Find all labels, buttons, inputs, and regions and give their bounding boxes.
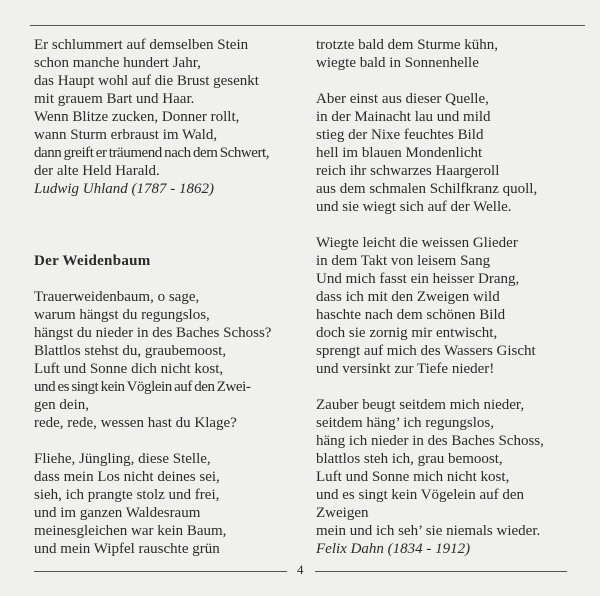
verse-line: häng ich nieder in des Baches Schoss, <box>316 433 544 449</box>
verse-line: Aber einst aus dieser Quelle, <box>316 91 489 107</box>
verse-line: aus dem schmalen Schilfkranz quoll, <box>316 181 538 197</box>
poem-title: Der Weidenbaum <box>34 253 151 269</box>
verse-line: und im ganzen Waldesraum <box>34 505 201 521</box>
verse-line: schon manche hundert Jahr, <box>34 55 201 71</box>
footer-rule-left <box>34 571 287 572</box>
verse-line: wann Sturm erbraust im Wald, <box>34 127 218 143</box>
verse-line: Und mich fasst ein heisser Drang, <box>316 271 520 287</box>
verse-line: haschte nach dem schönen Bild <box>316 307 506 323</box>
verse-line: in der Mainacht lau und mild <box>316 109 491 125</box>
stanza-gap <box>34 432 296 450</box>
verse-line: mit grauem Bart und Haar. <box>34 91 195 107</box>
verse-line: doch sie zornig mir entwischt, <box>316 325 498 341</box>
verse-line: und mein Wipfel rauschte grün <box>34 541 220 557</box>
stanza-gap <box>316 72 586 90</box>
verse-line: Wiegte leicht die weissen Glieder <box>316 235 518 251</box>
stanza <box>316 90 586 216</box>
verse-line: dann greift er träumend nach dem Schwert, <box>34 145 270 161</box>
left-column <box>34 36 296 558</box>
verse-line: wiegte bald in Sonnenhelle <box>316 55 479 71</box>
poem-author: Ludwig Uhland (1787 - 1862) <box>34 181 214 197</box>
stanza <box>34 288 296 432</box>
verse-line: Fliehe, Jüngling, diese Stelle, <box>34 451 211 467</box>
top-rule <box>30 25 585 26</box>
verse-line: reich ihr schwarzes Haargeroll <box>316 163 500 179</box>
verse-line: dass ich mit den Zweigen wild <box>316 289 500 305</box>
verse-line: Er schlummert auf demselben Stein <box>34 37 249 53</box>
verse-line: hängst du nieder in des Baches Schoss? <box>34 325 272 341</box>
verse-line: meinesgleichen war kein Baum, <box>34 523 227 539</box>
stanza-gap <box>34 198 296 216</box>
verse-line: und es singt kein Vöglein auf den Zwei- <box>34 379 251 395</box>
verse-line: dass mein Los nicht deines sei, <box>34 469 220 485</box>
verse-line: der alte Held Harald. <box>34 163 160 179</box>
verse-line: warum hängst du regungslos, <box>34 307 210 323</box>
stanza-gap <box>316 378 586 396</box>
stanza <box>34 450 296 558</box>
stanza-gap <box>316 216 586 234</box>
verse-line: Blattlos stehst du, graubemoost, <box>34 343 227 359</box>
stanza <box>316 36 586 72</box>
poem-author: Felix Dahn (1834 - 1912) <box>316 541 471 557</box>
page-number: 4 <box>297 562 304 577</box>
stanza-gap <box>34 270 296 288</box>
verse-line: und versinkt zur Tiefe nieder! <box>316 361 495 377</box>
verse-line: und sie wiegt sich auf der Welle. <box>316 199 512 215</box>
verse-line: gen dein, <box>34 397 89 413</box>
verse-line: und es singt kein Vögelein auf den <box>316 487 525 503</box>
verse-line: Trauerweidenbaum, o sage, <box>34 289 200 305</box>
verse-line: Luft und Sonne mich nicht kost, <box>316 469 510 485</box>
footer-rule-right <box>315 571 567 572</box>
verse-line: stieg der Nixe feuchtes Bild <box>316 127 484 143</box>
verse-line: hell im blauen Mondenlicht <box>316 145 483 161</box>
verse-line: rede, rede, wessen hast du Klage? <box>34 415 237 431</box>
stanza <box>316 396 586 540</box>
stanza-gap <box>34 234 296 252</box>
verse-line: Wenn Blitze zucken, Donner rollt, <box>34 109 240 125</box>
verse-line: trotzte bald dem Sturme kühn, <box>316 37 499 53</box>
verse-line: Zauber beugt seitdem mich nieder, <box>316 397 525 413</box>
verse-line: das Haupt wohl auf die Brust gesenkt <box>34 73 259 89</box>
stanza <box>34 36 296 180</box>
verse-line: blattlos steh ich, grau bemoost, <box>316 451 503 467</box>
verse-line: seitdem häng’ ich regungslos, <box>316 415 495 431</box>
verse-line: sprengt auf mich des Wassers Gischt <box>316 343 536 359</box>
stanza <box>316 234 586 378</box>
verse-line: in dem Takt von leisem Sang <box>316 253 491 269</box>
verse-line: sieh, ich prangte stolz und frei, <box>34 487 220 503</box>
verse-line: Zweigen <box>316 505 369 521</box>
right-column <box>316 36 586 558</box>
verse-line: Luft und Sonne dich nicht kost, <box>34 361 224 377</box>
stanza-gap <box>34 216 296 234</box>
verse-line: mein und ich seh’ sie niemals wieder. <box>316 523 541 539</box>
